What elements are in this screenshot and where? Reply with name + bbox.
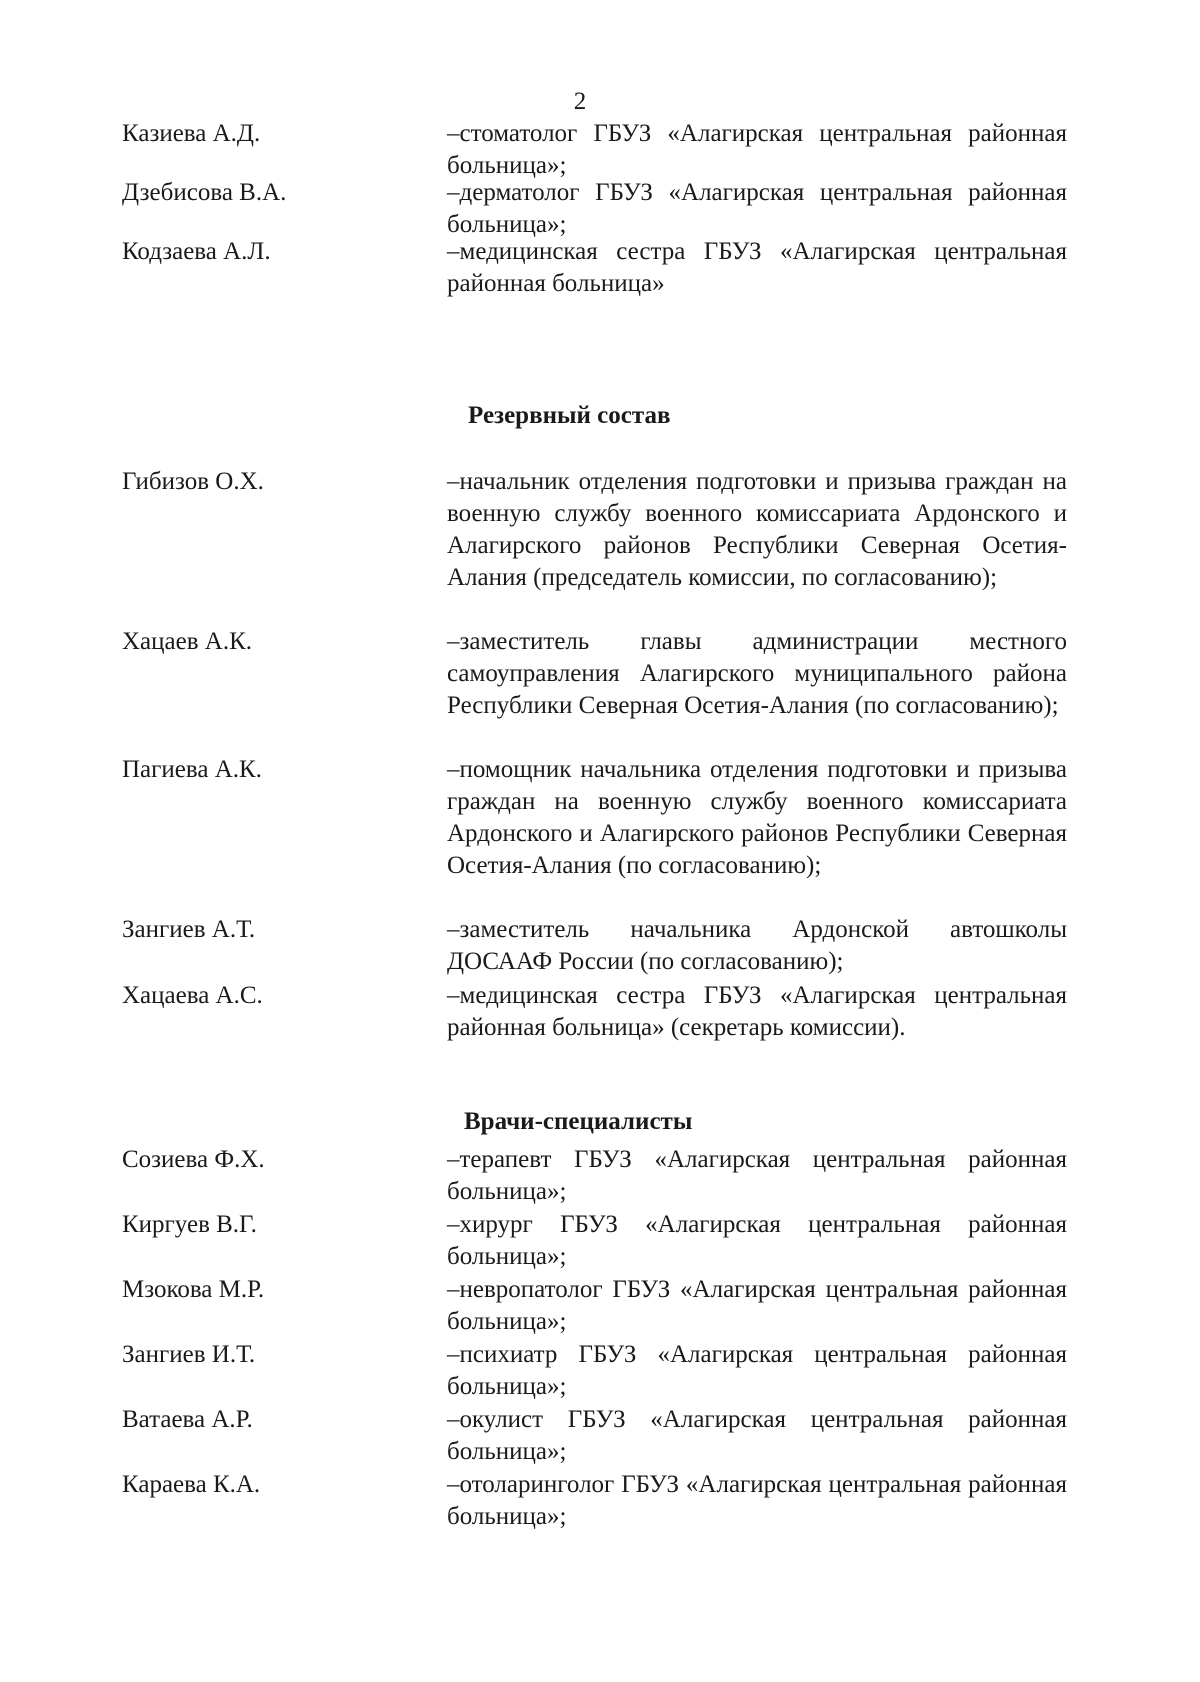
member-name: Зангиев А.Т.	[122, 916, 256, 943]
member-role: –психиатр ГБУЗ «Алагирская центральная районная больница»;	[447, 1341, 1067, 1400]
member-role: –окулист ГБУЗ «Алагирская центральная районная больница»;	[447, 1406, 1067, 1465]
member-role: –отоларинголог ГБУЗ «Алагирская центральная районная больница»;	[447, 1471, 1067, 1530]
member-role: –невропатолог ГБУЗ «Алагирская центральная районная больница»;	[447, 1276, 1067, 1335]
member-name: Караева К.А.	[122, 1471, 261, 1498]
member-name: Гибизов О.Х.	[122, 468, 264, 495]
member-name: Созиева Ф.Х.	[122, 1146, 265, 1173]
member-name: Хацаева А.С.	[122, 982, 263, 1009]
member-role: –заместитель начальника Ардонской автошколы ДОСААФ России (по согласованию);	[447, 916, 1067, 975]
member-role: –начальник отделения подготовки и призыва граждан на военную службу военного комиссариата Ардонского и Алагирского районов Республики Северная Осетия-Алания (председатель комиссии, по согласованию);	[447, 468, 1067, 591]
member-role: –терапевт ГБУЗ «Алагирская центральная районная больница»;	[447, 1146, 1067, 1205]
member-role: –медицинская сестра ГБУЗ «Алагирская центральная районная больница» (секретарь комиссии).	[447, 982, 1067, 1041]
member-name: Зангиев И.Т.	[122, 1341, 256, 1368]
member-role: –хирург ГБУЗ «Алагирская центральная районная больница»;	[447, 1211, 1067, 1270]
section-heading-reserve: Резервный состав	[468, 402, 671, 429]
member-name: Дзебисова В.А.	[122, 179, 287, 206]
member-name: Хацаев А.К.	[122, 628, 253, 655]
member-role: –дерматолог ГБУЗ «Алагирская центральная районная больница»;	[447, 179, 1067, 238]
member-name: Киргуев В.Г.	[122, 1211, 257, 1238]
member-name: Ватаева А.Р.	[122, 1406, 253, 1433]
member-role: –медицинская сестра ГБУЗ «Алагирская центральная районная больница»	[447, 238, 1067, 297]
member-role: –заместитель главы администрации местного самоуправления Алагирского муниципального района Республики Северная Осетия-Алания (по согласованию);	[447, 628, 1067, 719]
page-number: 2	[573, 88, 587, 115]
member-role: –стоматолог ГБУЗ «Алагирская центральная районная больница»;	[447, 120, 1067, 179]
member-name: Казиева А.Д.	[122, 120, 261, 147]
member-name: Мзокова М.Р.	[122, 1276, 265, 1303]
member-name: Пагиева А.К.	[122, 756, 262, 783]
section-heading-doctors: Врачи-специалисты	[464, 1108, 693, 1135]
member-role: –помощник начальника отделения подготовки и призыва граждан на военную службу военного комиссариата Ардонского и Алагирского районов Республики Северная Осетия-Алания (по согласованию);	[447, 756, 1067, 879]
member-name: Кодзаева А.Л.	[122, 238, 271, 265]
